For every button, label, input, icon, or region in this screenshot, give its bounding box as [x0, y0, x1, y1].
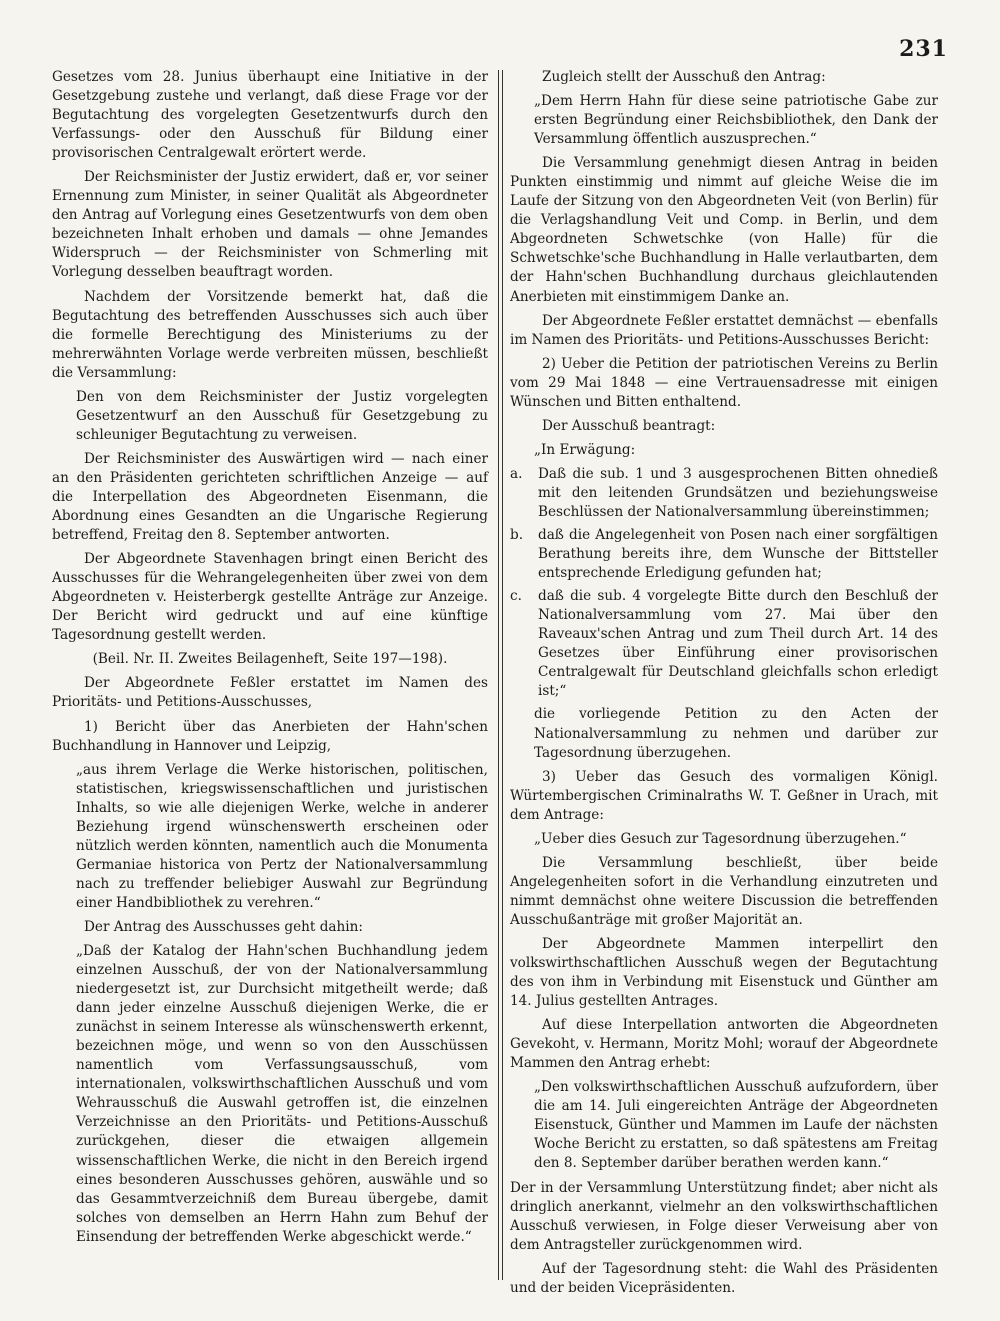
motion-quote: „Den volkswirthschaftlichen Ausschuß aufzufordern, über die am 14. Juli eingereichten Anträge der Abgeordneten Eisenstuck, Günther und Mammen im Laufe der nächsten Woche Bericht zu erstatten, so daß spätestens am Freitag den 8. September darüber berathen werden kann.“: [534, 1079, 938, 1172]
thanks-quote: „Dem Herrn Hahn für diese seine patriotische Gabe zur ersten Begründung einer Reichsbibliothek, den Dank der Versammlung öffentlich auszusprechen.“: [534, 93, 938, 148]
consideration-item: [510, 465, 938, 522]
consideration-item: [510, 526, 938, 583]
paragraph: Der Reichsminister der Justiz erwidert, daß er, vor seiner Ernennung zum Minister, in seiner Qualität als Abgeordneter den Antrag auf Vorlegung eines Gesetzentwurfs von dem oben bezeichneten Inhalt erhoben und damals — ohne Jemandes Widerspruch — der Reichsminister von Schmerling mit Vorlegung desselben beauftragt worden.: [52, 169, 488, 281]
left-column: [52, 68, 488, 1252]
offer-quote: „aus ihrem Verlage die Werke historischen, politischen, statistischen, kriegswissenschaftlichen und juristischen Inhalts, so wie alle diejenigen Werke, welche in anderer Beziehung irgend wünschenswerth erscheinen oder nützlich werden könnten, namentlich auch die Monumenta Germaniae historica von Pertz der Nationalversammlung nach zu treffender beliebiger Auswahl zur Begründung einer Handbibliothek zu verehren.“: [76, 761, 488, 911]
paragraph: Der Ausschuß beantragt:: [542, 417, 716, 434]
consideration-intro: „In Erwägung:: [534, 441, 636, 458]
paragraph: Der in der Versammlung Unterstützung findet; aber nicht als dringlich anerkannt, vielmehr an den volkswirthschaftlichen Ausschuß verwiesen, in Folge dieser Verweisung aber von dem Antragsteller zurückgenommen wird.: [510, 1179, 938, 1253]
agenda-paragraph: Auf der Tagesordnung steht: die Wahl des Präsidenten und der beiden Vicepräsidenten.: [510, 1260, 938, 1296]
paragraph: Der Abgeordnete Feßler erstattet demnächst — ebenfalls im Namen des Prioritäts- und Petitions-Ausschusses Bericht:: [510, 312, 938, 348]
item-text: daß die Angelegenheit von Posen nach einer sorgfältigen Berathung bereits ihre, dem Wunsche der Bittsteller entsprechende Erledigung gefunden hat;: [538, 527, 938, 582]
paragraph: Die Versammlung beschließt, über beide Angelegenheiten sofort in die Verhandlung einzutreten und nimmt demnächst ohne weitere Discussion die betreffenden Ausschußanträge mit großer Majorität an.: [510, 854, 938, 928]
item-marker: c.: [510, 588, 522, 605]
paragraph: Der Reichsminister des Auswärtigen wird — nach einer an den Präsidenten gerichteten schriftlichen Anzeige — auf die Interpellation des Abgeordneten Eisenmann, die Abordnung eines Gesandten an die Ungarische Regierung betreffend, Freitag den 8. September antworten.: [52, 450, 488, 544]
motion-quote: „Ueber dies Gesuch zur Tagesordnung überzugehen.“: [534, 830, 907, 847]
paragraph: Der Abgeordnete Stavenhagen bringt einen Bericht des Ausschusses für die Wehrangelegenheiten über zwei von dem Abgeordneten v. Heisterbergk gestellte Anträge zur Anzeige. Der Bericht wird gedruckt und auf eine künftige Tagesordnung gestellt werden.: [52, 551, 488, 644]
page-number: 231: [899, 36, 948, 62]
paragraph: Auf diese Interpellation antworten die Abgeordneten Gevekoht, v. Hermann, Moritz Mohl; worauf der Abgeordnete Mammen den Antrag erhebt:: [510, 1017, 938, 1072]
right-column: [510, 68, 938, 1303]
consideration-item: [510, 587, 938, 701]
paragraph: Der Antrag des Ausschusses geht dahin:: [84, 918, 363, 935]
item-marker: b.: [510, 527, 524, 544]
item-text: Daß die sub. 1 und 3 ausgesprochenen Bitten ohnedieß mit den leitenden Grundsätzen und beziehungsweise Beschlüssen der Nationalversammlung übereinstimmen;: [538, 465, 938, 520]
report-heading: 1) Bericht über das Anerbieten der Hahn'schen Buchhandlung in Hannover und Leipzig,: [52, 718, 488, 754]
paragraph: Der Abgeordnete Mammen interpellirt den volkswirthschaftlichen Ausschuß wegen der Begutachtung des von ihm in Verbindung mit Eisenstuck und Günther am 14. Julius gestellten Antrages.: [510, 935, 938, 1010]
supplement-reference: (Beil. Nr. II. Zweites Beilagenheft, Seite 197—198).: [92, 651, 448, 668]
paragraph: Der Abgeordnete Feßler erstattet im Namen des Prioritäts- und Petitions-Ausschusses,: [52, 675, 488, 711]
column-divider: [498, 70, 499, 1280]
paragraph: Zugleich stellt der Ausschuß den Antrag:: [542, 69, 826, 85]
item-text: daß die sub. 4 vorgelegte Bitte durch den Beschluß der Nationalversammlung vom 27. Mai über den Raveaux'schen Antrag und zum Theil durch Art. 14 des Gesetzes über Einführung einer provisorischen Centralgewalt für Deutschland gleichfalls schon erledigt ist;“: [538, 588, 938, 700]
resolution-quote: Den von dem Reichsminister der Justiz vorgelegten Gesetzentwurf an den Ausschuß für Gesetzgebung zu schleuniger Begutachtung zu verweisen.: [76, 388, 488, 443]
report-heading: 3) Ueber das Gesuch des vormaligen Königl. Würtembergischen Criminalraths W. T. Geßner in Urach, mit dem Antrage:: [510, 768, 938, 823]
paragraph: Die Versammlung genehmigt diesen Antrag in beiden Punkten einstimmig und nimmt auf gleiche Weise die im Laufe der Sitzung von den Abgeordneten Veit (von Berlin) für die Verlagshandlung Veit und Comp. in Berlin, und dem Abgeordneten Schwetschke (von Halle) für die Schwetschke'sche Buchhandlung in Halle verlautbarten, dem der Hahn'schen Buchhandlung durchaus gleichlautenden Anerbieten mit einstimmigem Danke an.: [510, 155, 938, 305]
paragraph: Nachdem der Vorsitzende bemerkt hat, daß die Begutachtung des betreffenden Ausschusses sich auch über die formelle Berechtigung des Ministeriums zu der mehrerwähnten Vorlage werde verbreiten müssen, beschließt die Versammlung:: [52, 288, 488, 381]
paragraph: die vorliegende Petition zu den Acten der Nationalversammlung zu nehmen und darüber zur Tagesordnung überzugehen.: [534, 706, 938, 761]
report-heading: 2) Ueber die Petition der patriotischen Vereins zu Berlin vom 29 Mai 1848 — eine Vertrauensadresse mit einigen Wünschen und Bitten enthaltend.: [510, 355, 938, 410]
motion-quote: „Daß der Katalog der Hahn'schen Buchhandlung jedem einzelnen Ausschuß, der von der Nationalversammlung niedergesetzt ist, zur Durchsicht mitgetheilt werde; daß dann jeder einzelne Ausschuß diejenigen Werke, die er zunächst in seinem Interesse als wünschenswerth erkennt, bezeichnen möge, und wenn so von den Ausschüssen namentlich vom Verfassungsausschuß, vom internationalen, volkswirthschaftlichen Ausschuß und vom Wehrausschuß die Auswahl getroffen ist, die einzelnen Verzeichnisse an den Prioritäts- und Petitions-Ausschuß zurückgehen, dieser die etwaigen allgemein wissenschaftlichen Werke, die nicht in den Bereich irgend eines besonderen Ausschusses gehören, auswähle und so das Gesammtverzeichniß dem Bureau übergebe, damit solches von demselben an Herrn Hahn zum Behuf der Einsendung der betreffenden Werke abgeschickt werde.“: [76, 943, 488, 1245]
paragraph: Gesetzes vom 28. Junius überhaupt eine Initiative in der Gesetzgebung zustehe und verlangt, daß diese Frage vor der Begutachtung des vorgelegten Gesetzentwurfs durch den Verfassungs- oder den Ausschuß für Bildung einer provisorischen Centralgewalt erörtert werde.: [52, 69, 488, 162]
item-marker: a.: [510, 465, 523, 482]
